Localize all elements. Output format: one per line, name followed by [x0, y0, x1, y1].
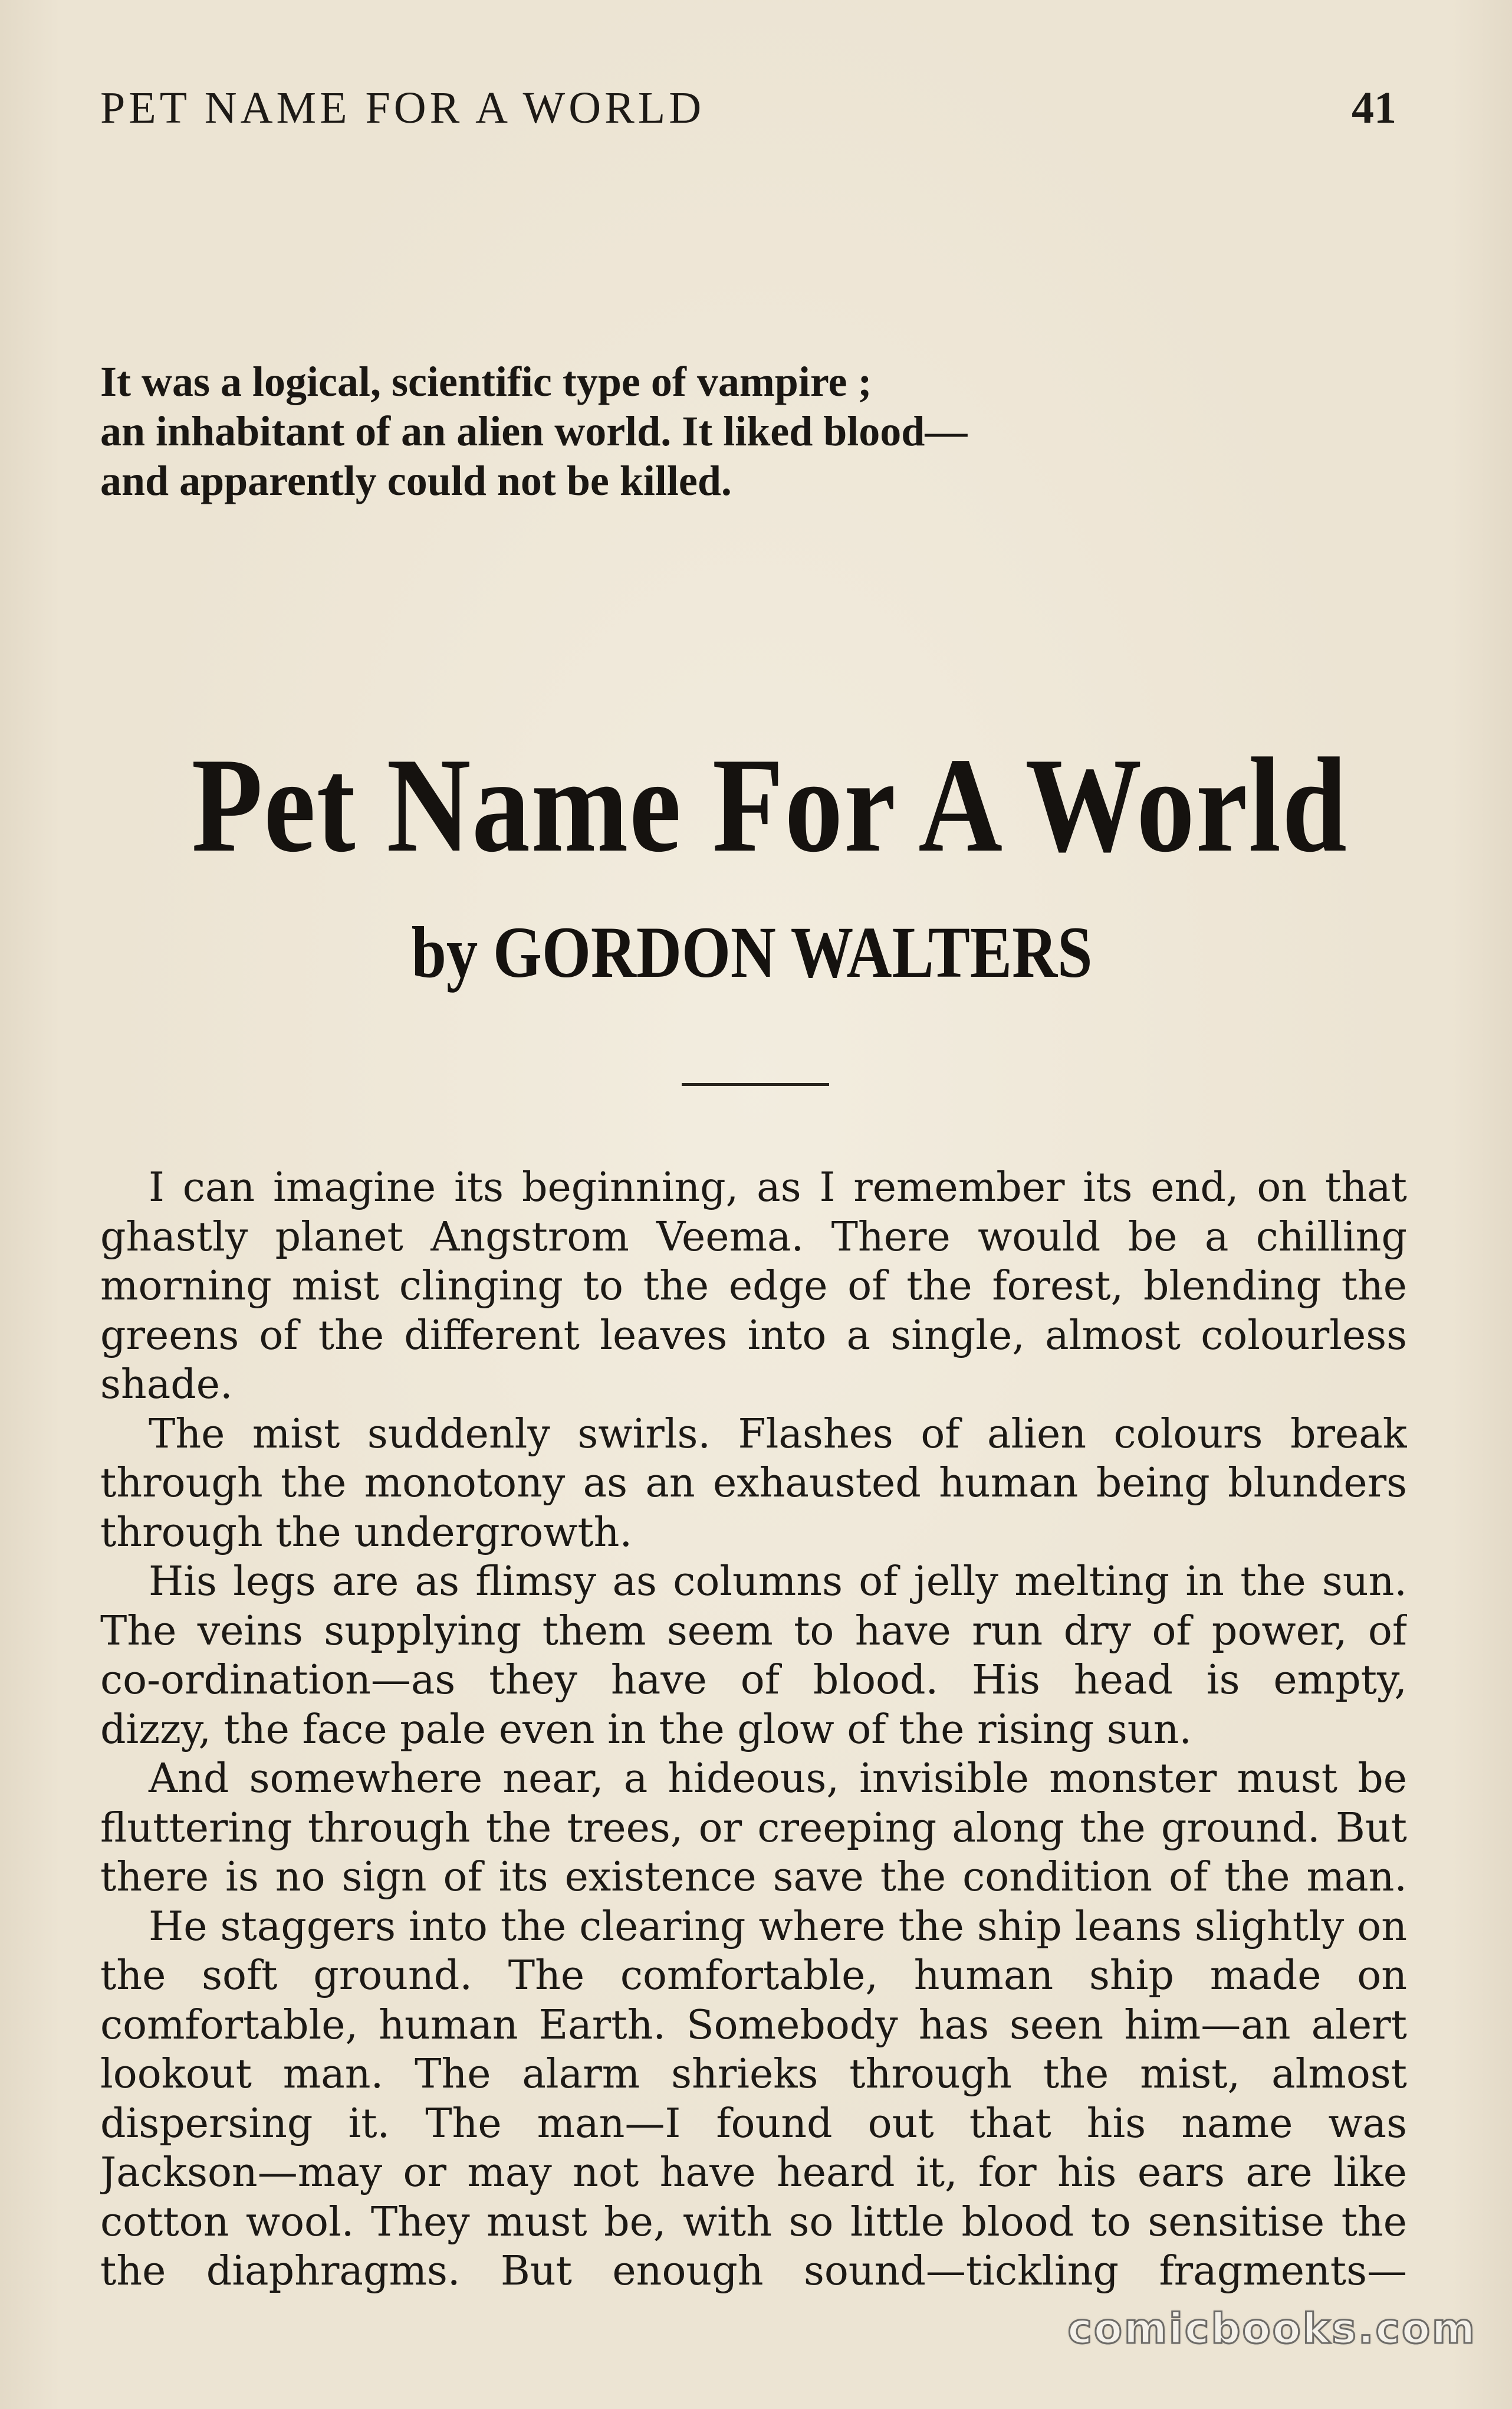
- story-title: Pet Name For A World: [191, 730, 1348, 880]
- story-body: [100, 1163, 1407, 2296]
- blurb-line: an inhabitant of an alien world. It liked blood—: [100, 408, 968, 455]
- byline-by: by: [411, 912, 478, 993]
- blurb-line: and apparently could not be killed.: [100, 457, 732, 504]
- site-watermark: comicbooks.com: [1067, 2305, 1477, 2353]
- text-line: His legs are as flimsy as columns of jelly melting in the sun.: [149, 1558, 1407, 1605]
- text-line: lookout man. The alarm shrieks through the mist, almost: [100, 2051, 1407, 2098]
- text-line: greens of the different leaves into a single, almost colourless: [100, 1312, 1407, 1359]
- text-line: dizzy, the face pale even in the glow of the rising sun.: [100, 1706, 1192, 1753]
- text-line: Jackson—may or may not have heard it, for his ears are like: [100, 2149, 1407, 2196]
- text-line: co-ordination—as they have of blood. His head is empty,: [100, 1657, 1407, 1704]
- text-line: fluttering through the trees, or creeping along the ground. But: [100, 1804, 1407, 1852]
- text-line: ghastly planet Angstrom Veema. There would be a chilling: [100, 1213, 1407, 1261]
- text-line: through the undergrowth.: [100, 1509, 633, 1556]
- text-line: morning mist clinging to the edge of the forest, blending the: [100, 1263, 1407, 1309]
- text-line: And somewhere near, a hideous, invisible monster must be: [149, 1755, 1407, 1802]
- text-line: the soft ground. The comfortable, human ship made on: [100, 1952, 1407, 1999]
- story-blurb: [100, 357, 1115, 506]
- blurb-line: It was a logical, scientific type of vampire ;: [100, 358, 872, 405]
- text-line: the diaphragms. But enough sound—tickling fragments—: [100, 2248, 1407, 2295]
- text-line: I can imagine its beginning, as I remember its end, on that: [149, 1164, 1407, 1211]
- section-divider: [682, 1083, 829, 1086]
- text-line: comfortable, human Earth. Somebody has seen him—an alert: [100, 2001, 1407, 2049]
- byline: [192, 911, 1313, 994]
- running-title: PET NAME FOR A WORLD: [100, 83, 705, 133]
- text-line: there is no sign of its existence save the condition of the man.: [100, 1854, 1407, 1901]
- text-line: shade.: [100, 1361, 233, 1408]
- text-line: The veins supplying them seem to have run dry of power, of: [100, 1607, 1407, 1655]
- page-number: 41: [1352, 83, 1396, 133]
- author-name: GORDON WALTERS: [493, 912, 1093, 993]
- text-line: cotton wool. They must be, with so little blood to sensitise the: [100, 2198, 1407, 2246]
- text-line: through the monotony as an exhausted human being blunders: [100, 1460, 1407, 1507]
- text-line: The mist suddenly swirls. Flashes of alien colours break: [149, 1410, 1407, 1458]
- text-line: He staggers into the clearing where the ship leans slightly on: [149, 1903, 1407, 1950]
- text-line: dispersing it. The man—I found out that his name was: [100, 2100, 1407, 2147]
